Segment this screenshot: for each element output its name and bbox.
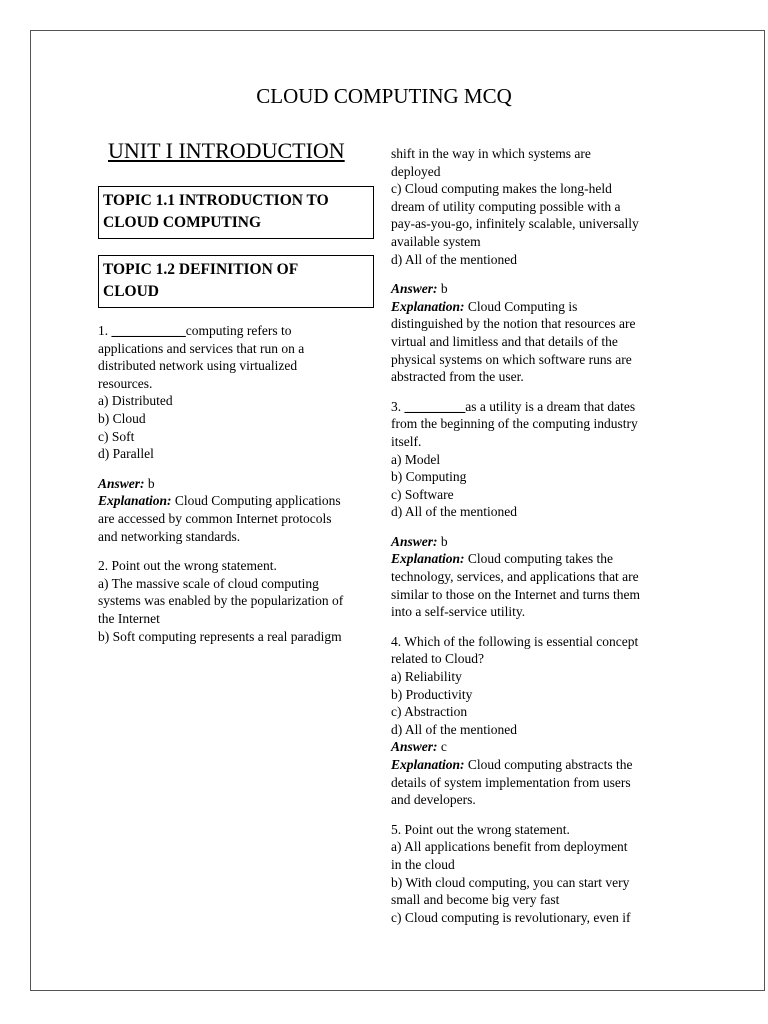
option: c) Abstraction	[391, 704, 468, 720]
option: available system	[391, 233, 481, 249]
explanation-text: into a self-service utility.	[391, 604, 526, 620]
explanation: Explanation: Cloud computing abstracts the	[391, 757, 633, 772]
explanation-text: abstracted from the user.	[391, 369, 524, 385]
explanation-text: details of system implementation from users	[391, 774, 631, 790]
option: b) Soft computing represents a real paradigm	[98, 628, 342, 644]
answer	[391, 533, 676, 551]
option: d) All of the mentioned	[391, 504, 517, 520]
answer-label: Answer:	[391, 533, 438, 549]
topic-line: CLOUD	[103, 283, 159, 300]
left-column	[98, 322, 374, 645]
answer-label: Answer:	[98, 475, 145, 491]
option: b) Productivity	[391, 686, 473, 702]
option: systems was enabled by the popularization of	[98, 593, 344, 609]
explanation-text: and developers.	[391, 792, 476, 808]
option: b) Cloud	[98, 410, 146, 426]
option: c) Cloud computing is revolutionary, even if	[391, 909, 631, 925]
option: b) Computing	[391, 469, 467, 485]
answer-value: b	[440, 533, 448, 549]
topic-line: TOPIC 1.1 INTRODUCTION TO	[103, 192, 329, 209]
answer-value: b	[147, 475, 155, 491]
option: d) All of the mentioned	[391, 251, 517, 267]
question-text: 1. ___________computing refers to	[98, 323, 292, 338]
topic-box-1-1	[98, 186, 374, 239]
question-text: resources.	[98, 375, 153, 391]
fill-in-blank: ___________	[111, 323, 186, 338]
option: d) All of the mentioned	[391, 721, 517, 737]
option: a) Distributed	[98, 393, 173, 409]
answer	[391, 738, 676, 756]
right-column	[391, 145, 676, 926]
option: small and become big very fast	[391, 892, 560, 908]
explanation-label: Explanation:	[391, 757, 465, 772]
option: pay-as-you-go, infinitely scalable, universally	[391, 216, 639, 232]
topic-box-1-2	[98, 255, 374, 308]
option: a) All applications benefit from deployment	[391, 839, 628, 855]
fill-in-blank: _________	[404, 398, 466, 414]
explanation-text: technology, services, and applications that are	[391, 569, 639, 585]
option: deployed	[391, 163, 441, 179]
explanation: Explanation: Cloud Computing is	[391, 298, 578, 314]
question-text: from the beginning of the computing industry	[391, 416, 638, 432]
question-text: 5. Point out the wrong statement.	[391, 821, 570, 837]
unit-heading: UNIT I INTRODUCTION	[108, 138, 345, 163]
option: d) Parallel	[98, 446, 154, 462]
question-2	[98, 557, 374, 645]
explanation-text: and networking standards.	[98, 528, 241, 544]
question-text: distributed network using virtualized	[98, 358, 298, 374]
option: a) The massive scale of cloud computing	[98, 575, 319, 591]
topic-line: CLOUD COMPUTING	[103, 214, 262, 231]
explanation-label: Explanation:	[391, 298, 465, 314]
topic-line: TOPIC 1.2 DEFINITION OF	[103, 261, 299, 278]
explanation-text: are accessed by common Internet protocols	[98, 510, 332, 526]
question-5	[391, 821, 676, 927]
option: c) Soft	[98, 428, 135, 444]
option: c) Cloud computing makes the long-held	[391, 181, 612, 197]
explanation-text: physical systems on which software runs are	[391, 351, 632, 367]
question-text: applications and services that run on a	[98, 340, 305, 356]
explanation-label: Explanation:	[391, 551, 465, 567]
option: a) Reliability	[391, 669, 462, 685]
question-4	[391, 633, 676, 809]
answer	[391, 280, 676, 298]
explanation-text: distinguished by the notion that resources are	[391, 316, 636, 332]
answer-value: b	[440, 281, 448, 297]
explanation-label: Explanation:	[98, 493, 172, 509]
explanation: Explanation: Cloud Computing applications	[98, 493, 341, 509]
answer-value: c	[440, 739, 447, 755]
option: b) With cloud computing, you can start very	[391, 874, 630, 890]
answer-label: Answer:	[391, 739, 438, 755]
question-text: itself.	[391, 433, 422, 449]
question-3	[391, 398, 676, 621]
question-text: 4. Which of the following is essential concept	[391, 633, 639, 649]
option: dream of utility computing possible with a	[391, 198, 621, 214]
question-text: 3. _________as a utility is a dream that dates	[391, 398, 636, 414]
question-text: 2. Point out the wrong statement.	[98, 558, 277, 574]
explanation: Explanation: Cloud computing takes the	[391, 551, 614, 567]
document-title: CLOUD COMPUTING MCQ	[256, 84, 512, 108]
explanation-text: similar to those on the Internet and turns them	[391, 586, 640, 602]
question-1	[98, 322, 374, 545]
option: c) Software	[391, 486, 454, 502]
option: in the cloud	[391, 856, 455, 872]
answer-label: Answer:	[391, 281, 438, 297]
answer	[98, 475, 374, 493]
option: a) Model	[391, 451, 441, 467]
question-text: related to Cloud?	[391, 651, 484, 667]
option: shift in the way in which systems are	[391, 146, 591, 161]
question-2-continued	[391, 145, 676, 386]
option: the Internet	[98, 610, 160, 626]
explanation-text: virtual and limitless and that details of the	[391, 333, 618, 349]
